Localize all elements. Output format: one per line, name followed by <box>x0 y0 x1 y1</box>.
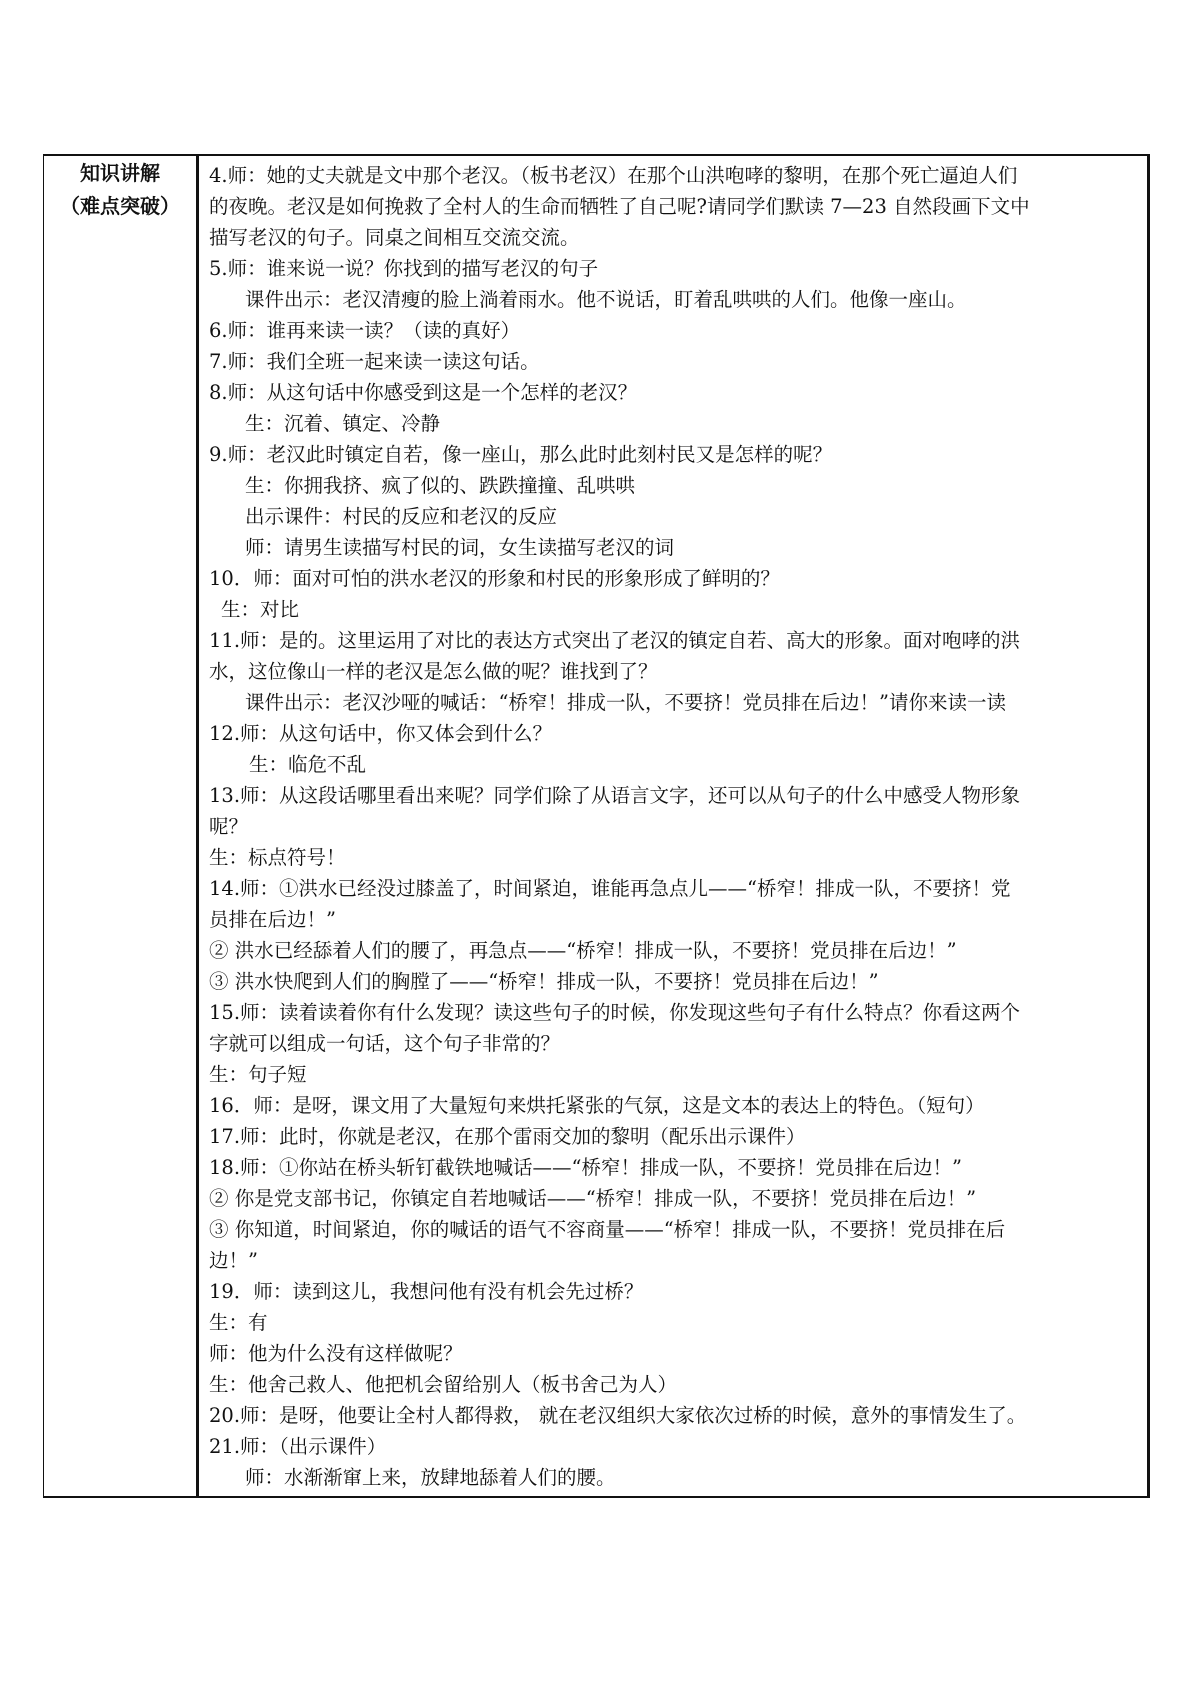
text-line: 呢？ <box>209 815 249 838</box>
text-line: 9.师：老汉此时镇定自若，像一座山，那么此时此刻村民又是怎样的呢？ <box>209 443 833 466</box>
text-line: 19．师：读到这儿，我想问他有没有机会先过桥？ <box>209 1280 644 1303</box>
text-line: 生：标点符号！ <box>209 846 346 869</box>
text-line: 12.师：从这句话中，你又体会到什么？ <box>209 722 553 745</box>
text-line: 生：沉着、镇定、冷静 <box>245 412 441 435</box>
text-line: 8.师：从这句话中你感受到这是一个怎样的老汉？ <box>209 381 638 404</box>
text-line: 生：有 <box>209 1311 268 1334</box>
text-line: 15.师：读着读着你有什么发现？读这些句子的时候，你发现这些句子有什么特点？你看这两个 <box>209 1001 1021 1024</box>
text-line: 生：对比 <box>221 598 300 621</box>
text-line: 生：句子短 <box>209 1063 307 1086</box>
table-row <box>44 155 1149 1497</box>
text-line: 的夜晚。老汉是如何挽救了全村人的生命而牺牲了自己呢?请同学们默读 7—23 自然段画下文中 <box>209 195 1030 218</box>
text-line: 18.师：①你站在桥头斩钉截铁地喊话——“桥窄！排成一队，不要挤！党员排在后边！” <box>209 1156 962 1179</box>
text-line: ③ 你知道，时间紧迫，你的喊话的语气不容商量——“桥窄！排成一队，不要挤！党员排在后 <box>209 1218 1006 1241</box>
text-line: 课件出示：老汉沙哑的喊话：“桥窄！排成一队，不要挤！党员排在后边！”请你来读一读 <box>245 691 1006 714</box>
section-label-line1: 知识讲解 <box>80 161 160 185</box>
text-line: 师：水渐渐窜上来，放肆地舔着人们的腰。 <box>245 1466 616 1489</box>
text-line: ② 你是党支部书记，你镇定自若地喊话——“桥窄！排成一队，不要挤！党员排在后边！” <box>209 1187 977 1210</box>
text-line: 水，这位像山一样的老汉是怎么做的呢？谁找到了？ <box>209 660 658 683</box>
lesson-content-cell <box>198 155 1149 1497</box>
text-line: 生：他舍己救人、他把机会留给别人（板书舍己为人） <box>209 1373 678 1396</box>
text-line: ② 洪水已经舔着人们的腰了，再急点——“桥窄！排成一队，不要挤！党员排在后边！” <box>209 939 957 962</box>
text-line: ③ 洪水快爬到人们的胸膛了——“桥窄！排成一队，不要挤！党员排在后边！” <box>209 970 879 993</box>
text-line: 14.师：①洪水已经没过膝盖了，时间紧迫，谁能再急点儿——“桥窄！排成一队，不要挤！党 <box>209 877 1011 900</box>
text-line: 字就可以组成一句话，这个句子非常的？ <box>209 1032 561 1055</box>
text-line: 5.师：谁来说一说？你找到的描写老汉的句子 <box>209 257 599 280</box>
text-line: 17.师：此时，你就是老汉，在那个雷雨交加的黎明（配乐出示课件） <box>209 1125 806 1148</box>
text-line: 4.师：她的丈夫就是文中那个老汉。（板书老汉）在那个山洪咆哮的黎明，在那个死亡逼迫人们 <box>209 164 1018 187</box>
text-line: 员排在后边！” <box>209 908 336 931</box>
text-line: 10．师：面对可怕的洪水老汉的形象和村民的形象形成了鲜明的？ <box>209 567 780 590</box>
text-line: 师：他为什么没有这样做呢？ <box>209 1342 463 1365</box>
text-line: 出示课件：村民的反应和老汉的反应 <box>245 505 558 528</box>
text-line: 6.师：谁再来读一读？（读的真好） <box>209 319 521 342</box>
section-label-line2: （难点突破） <box>60 194 180 218</box>
text-line: 13.师：从这段话哪里看出来呢？同学们除了从语言文字，还可以从句子的什么中感受人物形象 <box>209 784 1021 807</box>
section-label-cell <box>44 155 198 1497</box>
text-line: 描写老汉的句子。同桌之间相互交流交流。 <box>209 226 580 249</box>
text-line: 生：你拥我挤、疯了似的、跌跌撞撞、乱哄哄 <box>245 474 636 497</box>
text-line: 16．师：是呀，课文用了大量短句来烘托紧张的气氛，这是文本的表达上的特色。（短句） <box>209 1094 985 1117</box>
text-line: 11.师：是的。这里运用了对比的表达方式突出了老汉的镇定自若、高大的形象。面对咆哮的洪 <box>209 629 1021 652</box>
text-line: 师：请男生读描写村民的词，女生读描写老汉的词 <box>245 536 675 559</box>
text-line: 边！” <box>209 1249 258 1272</box>
lesson-plan-table <box>43 154 1150 1498</box>
text-line: 生：临危不乱 <box>249 753 367 776</box>
text-line: 21.师：（出示课件） <box>209 1435 387 1458</box>
text-line: 课件出示：老汉清瘦的脸上淌着雨水。他不说话，盯着乱哄哄的人们。他像一座山。 <box>245 288 967 311</box>
text-line: 20.师：是呀，他要让全村人都得救， 就在老汉组织大家依次过桥的时候，意外的事情发生了。 <box>209 1404 1027 1427</box>
text-line: 7.师：我们全班一起来读一读这句话。 <box>209 350 540 373</box>
